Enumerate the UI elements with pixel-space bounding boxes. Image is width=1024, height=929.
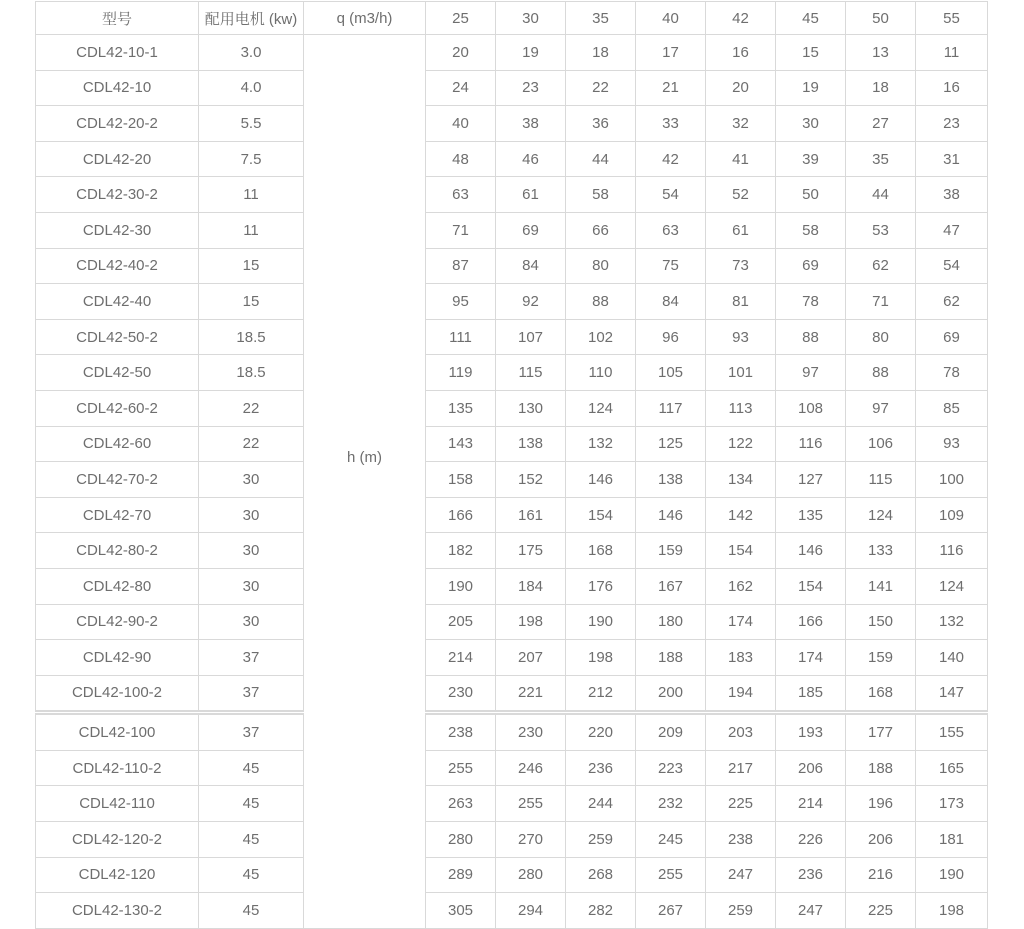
head-value-cell: 111 [426, 319, 496, 355]
head-value-cell: 198 [496, 604, 566, 640]
head-value-cell: 53 [846, 212, 916, 248]
head-value-cell: 138 [496, 426, 566, 462]
head-value-cell: 19 [776, 70, 846, 106]
head-value-cell: 159 [846, 640, 916, 676]
head-value-cell: 223 [636, 750, 706, 786]
motor-power-cell: 11 [199, 212, 304, 248]
table-row [36, 497, 988, 533]
head-value-cell: 214 [426, 640, 496, 676]
head-value-cell: 196 [846, 786, 916, 822]
head-value-cell: 31 [916, 141, 988, 177]
head-value-cell: 166 [426, 497, 496, 533]
head-value-cell: 24 [426, 70, 496, 106]
head-value-cell: 106 [846, 426, 916, 462]
head-value-cell: 158 [426, 462, 496, 498]
head-value-cell: 194 [706, 675, 776, 713]
head-value-cell: 69 [776, 248, 846, 284]
head-value-cell: 40 [426, 106, 496, 142]
head-value-cell: 143 [426, 426, 496, 462]
head-value-cell: 66 [566, 212, 636, 248]
head-value-cell: 18 [566, 35, 636, 71]
model-cell: CDL42-40-2 [36, 248, 199, 284]
head-value-cell: 73 [706, 248, 776, 284]
col-header-flow: q (m3/h) [304, 2, 426, 35]
head-value-cell: 214 [776, 786, 846, 822]
head-value-cell: 183 [706, 640, 776, 676]
head-value-cell: 207 [496, 640, 566, 676]
motor-power-cell: 30 [199, 568, 304, 604]
head-value-cell: 84 [496, 248, 566, 284]
head-value-cell: 206 [846, 822, 916, 858]
head-value-cell: 15 [776, 35, 846, 71]
table-row [36, 284, 988, 320]
model-cell: CDL42-70-2 [36, 462, 199, 498]
head-value-cell: 154 [566, 497, 636, 533]
model-cell: CDL42-40 [36, 284, 199, 320]
head-value-cell: 134 [706, 462, 776, 498]
head-value-cell: 61 [706, 212, 776, 248]
head-value-cell: 168 [846, 675, 916, 713]
head-value-cell: 11 [916, 35, 988, 71]
head-value-cell: 247 [776, 893, 846, 929]
head-value-cell: 19 [496, 35, 566, 71]
head-value-cell: 132 [566, 426, 636, 462]
model-cell: CDL42-80 [36, 568, 199, 604]
head-value-cell: 238 [426, 713, 496, 751]
motor-power-cell: 45 [199, 750, 304, 786]
head-value-cell: 23 [916, 106, 988, 142]
head-value-cell: 32 [706, 106, 776, 142]
table-row [36, 248, 988, 284]
model-cell: CDL42-60-2 [36, 390, 199, 426]
head-value-cell: 209 [636, 713, 706, 751]
model-cell: CDL42-50-2 [36, 319, 199, 355]
pump-spec-table [35, 1, 988, 929]
head-value-cell: 18 [846, 70, 916, 106]
head-value-cell: 107 [496, 319, 566, 355]
head-value-cell: 85 [916, 390, 988, 426]
head-value-cell: 193 [776, 713, 846, 751]
head-value-cell: 212 [566, 675, 636, 713]
col-header-q-55: 55 [916, 2, 988, 35]
motor-power-cell: 45 [199, 893, 304, 929]
motor-power-cell: 30 [199, 462, 304, 498]
table-row [36, 141, 988, 177]
head-value-cell: 75 [636, 248, 706, 284]
head-value-cell: 225 [846, 893, 916, 929]
motor-power-cell: 37 [199, 640, 304, 676]
head-value-cell: 124 [846, 497, 916, 533]
head-value-cell: 280 [426, 822, 496, 858]
head-value-cell: 88 [846, 355, 916, 391]
model-cell: CDL42-30-2 [36, 177, 199, 213]
table-row [36, 319, 988, 355]
head-value-cell: 87 [426, 248, 496, 284]
head-value-cell: 263 [426, 786, 496, 822]
head-value-cell: 52 [706, 177, 776, 213]
head-value-cell: 198 [566, 640, 636, 676]
table-row [36, 893, 988, 929]
head-value-cell: 69 [916, 319, 988, 355]
head-value-cell: 180 [636, 604, 706, 640]
table-row [36, 640, 988, 676]
model-cell: CDL42-130-2 [36, 893, 199, 929]
head-value-cell: 93 [706, 319, 776, 355]
head-value-cell: 238 [706, 822, 776, 858]
head-value-cell: 113 [706, 390, 776, 426]
head-value-cell: 220 [566, 713, 636, 751]
head-value-cell: 154 [776, 568, 846, 604]
head-value-cell: 88 [776, 319, 846, 355]
head-value-cell: 236 [776, 857, 846, 893]
head-value-cell: 132 [916, 604, 988, 640]
head-value-cell: 125 [636, 426, 706, 462]
table-row [36, 390, 988, 426]
head-value-cell: 146 [636, 497, 706, 533]
motor-power-cell: 15 [199, 284, 304, 320]
col-header-q-45: 45 [776, 2, 846, 35]
model-cell: CDL42-10-1 [36, 35, 199, 71]
head-value-cell: 122 [706, 426, 776, 462]
head-value-cell: 16 [706, 35, 776, 71]
head-unit-label: h (m) [347, 448, 382, 466]
head-value-cell: 232 [636, 786, 706, 822]
head-value-cell: 96 [636, 319, 706, 355]
head-value-cell: 205 [426, 604, 496, 640]
table-row [36, 604, 988, 640]
table-row [36, 568, 988, 604]
head-value-cell: 221 [496, 675, 566, 713]
head-value-cell: 188 [636, 640, 706, 676]
model-cell: CDL42-110 [36, 786, 199, 822]
head-value-cell: 185 [776, 675, 846, 713]
motor-power-cell: 30 [199, 497, 304, 533]
head-value-cell: 174 [776, 640, 846, 676]
head-value-cell: 188 [846, 750, 916, 786]
model-cell: CDL42-90-2 [36, 604, 199, 640]
head-value-cell: 38 [916, 177, 988, 213]
head-value-cell: 46 [496, 141, 566, 177]
head-value-cell: 155 [916, 713, 988, 751]
head-value-cell: 58 [566, 177, 636, 213]
head-value-cell: 255 [426, 750, 496, 786]
head-value-cell: 162 [706, 568, 776, 604]
motor-power-cell: 22 [199, 426, 304, 462]
head-value-cell: 173 [916, 786, 988, 822]
head-value-cell: 117 [636, 390, 706, 426]
head-value-cell: 116 [916, 533, 988, 569]
head-value-cell: 168 [566, 533, 636, 569]
model-cell: CDL42-90 [36, 640, 199, 676]
model-cell: CDL42-100-2 [36, 675, 199, 713]
head-value-cell: 92 [496, 284, 566, 320]
head-value-cell: 42 [636, 141, 706, 177]
head-value-cell: 175 [496, 533, 566, 569]
head-value-cell: 255 [496, 786, 566, 822]
head-value-cell: 84 [636, 284, 706, 320]
head-value-cell: 101 [706, 355, 776, 391]
head-value-cell: 23 [496, 70, 566, 106]
table-row [36, 822, 988, 858]
motor-power-cell: 11 [199, 177, 304, 213]
head-value-cell: 81 [706, 284, 776, 320]
head-value-cell: 97 [846, 390, 916, 426]
head-value-cell: 236 [566, 750, 636, 786]
head-value-cell: 22 [566, 70, 636, 106]
head-value-cell: 203 [706, 713, 776, 751]
model-cell: CDL42-20-2 [36, 106, 199, 142]
head-value-cell: 48 [426, 141, 496, 177]
head-value-cell: 109 [916, 497, 988, 533]
head-value-cell: 54 [636, 177, 706, 213]
head-value-cell: 100 [916, 462, 988, 498]
head-value-cell: 190 [916, 857, 988, 893]
head-value-cell: 230 [426, 675, 496, 713]
head-value-cell: 135 [776, 497, 846, 533]
head-value-cell: 124 [566, 390, 636, 426]
head-value-cell: 27 [846, 106, 916, 142]
head-value-cell: 69 [496, 212, 566, 248]
head-value-cell: 176 [566, 568, 636, 604]
table-row [36, 533, 988, 569]
head-value-cell: 268 [566, 857, 636, 893]
motor-power-cell: 15 [199, 248, 304, 284]
head-value-cell: 80 [566, 248, 636, 284]
head-value-cell: 58 [776, 212, 846, 248]
head-value-cell: 54 [916, 248, 988, 284]
head-value-cell: 159 [636, 533, 706, 569]
head-value-cell: 71 [426, 212, 496, 248]
head-value-cell: 259 [566, 822, 636, 858]
head-value-cell: 78 [776, 284, 846, 320]
col-header-q-30: 30 [496, 2, 566, 35]
head-value-cell: 124 [916, 568, 988, 604]
motor-power-cell: 30 [199, 604, 304, 640]
table-row [36, 177, 988, 213]
head-value-cell: 161 [496, 497, 566, 533]
model-cell: CDL42-80-2 [36, 533, 199, 569]
col-header-q-50: 50 [846, 2, 916, 35]
head-value-cell: 190 [426, 568, 496, 604]
head-value-cell: 217 [706, 750, 776, 786]
head-value-cell: 33 [636, 106, 706, 142]
head-value-cell: 246 [496, 750, 566, 786]
table-row [36, 786, 988, 822]
model-cell: CDL42-100 [36, 713, 199, 751]
head-value-cell: 138 [636, 462, 706, 498]
motor-power-cell: 45 [199, 822, 304, 858]
col-header-motor: 配用电机 (kw) [199, 2, 304, 35]
head-value-cell: 88 [566, 284, 636, 320]
head-value-cell: 244 [566, 786, 636, 822]
head-value-cell: 245 [636, 822, 706, 858]
motor-power-cell: 18.5 [199, 319, 304, 355]
head-value-cell: 177 [846, 713, 916, 751]
col-header-model: 型号 [36, 2, 199, 35]
head-value-cell: 97 [776, 355, 846, 391]
head-value-cell: 282 [566, 893, 636, 929]
head-value-cell: 39 [776, 141, 846, 177]
motor-power-cell: 45 [199, 857, 304, 893]
head-value-cell: 140 [916, 640, 988, 676]
head-value-cell: 17 [636, 35, 706, 71]
head-value-cell: 78 [916, 355, 988, 391]
head-value-cell: 181 [916, 822, 988, 858]
head-value-cell: 141 [846, 568, 916, 604]
head-value-cell: 71 [846, 284, 916, 320]
head-value-cell: 190 [566, 604, 636, 640]
head-value-cell: 63 [636, 212, 706, 248]
model-cell: CDL42-110-2 [36, 750, 199, 786]
head-value-cell: 167 [636, 568, 706, 604]
model-cell: CDL42-70 [36, 497, 199, 533]
head-value-cell: 38 [496, 106, 566, 142]
motor-power-cell: 3.0 [199, 35, 304, 71]
head-value-cell: 152 [496, 462, 566, 498]
motor-power-cell: 7.5 [199, 141, 304, 177]
head-value-cell: 135 [426, 390, 496, 426]
head-value-cell: 115 [846, 462, 916, 498]
head-value-cell: 230 [496, 713, 566, 751]
head-value-cell: 44 [846, 177, 916, 213]
col-header-q-40: 40 [636, 2, 706, 35]
head-value-cell: 95 [426, 284, 496, 320]
head-value-cell: 247 [706, 857, 776, 893]
motor-power-cell: 4.0 [199, 70, 304, 106]
model-cell: CDL42-20 [36, 141, 199, 177]
head-value-cell: 105 [636, 355, 706, 391]
head-value-cell: 47 [916, 212, 988, 248]
head-value-cell: 133 [846, 533, 916, 569]
head-value-cell: 41 [706, 141, 776, 177]
col-header-q-25: 25 [426, 2, 496, 35]
head-value-cell: 35 [846, 141, 916, 177]
motor-power-cell: 37 [199, 713, 304, 751]
table-row [36, 70, 988, 106]
table-row [36, 35, 988, 71]
head-value-cell: 267 [636, 893, 706, 929]
head-value-cell: 102 [566, 319, 636, 355]
head-value-cell: 154 [706, 533, 776, 569]
head-value-cell: 61 [496, 177, 566, 213]
head-value-cell: 44 [566, 141, 636, 177]
head-value-cell: 174 [706, 604, 776, 640]
table-row [36, 212, 988, 248]
head-value-cell: 62 [916, 284, 988, 320]
model-cell: CDL42-10 [36, 70, 199, 106]
head-value-cell: 198 [916, 893, 988, 929]
head-value-cell: 166 [776, 604, 846, 640]
head-value-cell: 130 [496, 390, 566, 426]
head-value-cell: 165 [916, 750, 988, 786]
head-value-cell: 182 [426, 533, 496, 569]
head-value-cell: 20 [706, 70, 776, 106]
head-value-cell: 116 [776, 426, 846, 462]
head-value-cell: 115 [496, 355, 566, 391]
table-row [36, 426, 988, 462]
head-value-cell: 206 [776, 750, 846, 786]
motor-power-cell: 18.5 [199, 355, 304, 391]
table-row [36, 355, 988, 391]
head-value-cell: 127 [776, 462, 846, 498]
head-value-cell: 255 [636, 857, 706, 893]
head-value-cell: 294 [496, 893, 566, 929]
head-value-cell: 30 [776, 106, 846, 142]
head-value-cell: 108 [776, 390, 846, 426]
table-row [36, 750, 988, 786]
head-value-cell: 16 [916, 70, 988, 106]
head-value-cell: 147 [916, 675, 988, 713]
head-value-cell: 62 [846, 248, 916, 284]
table-row [36, 713, 988, 751]
head-value-cell: 110 [566, 355, 636, 391]
head-value-cell: 146 [776, 533, 846, 569]
head-value-cell: 289 [426, 857, 496, 893]
model-cell: CDL42-120 [36, 857, 199, 893]
head-value-cell: 21 [636, 70, 706, 106]
header-row [36, 2, 988, 35]
head-value-cell: 150 [846, 604, 916, 640]
head-value-cell: 146 [566, 462, 636, 498]
motor-power-cell: 45 [199, 786, 304, 822]
model-cell: CDL42-120-2 [36, 822, 199, 858]
head-value-cell: 20 [426, 35, 496, 71]
head-value-cell: 216 [846, 857, 916, 893]
head-value-cell: 225 [706, 786, 776, 822]
table-row [36, 106, 988, 142]
model-cell: CDL42-50 [36, 355, 199, 391]
motor-power-cell: 30 [199, 533, 304, 569]
table-row [36, 857, 988, 893]
head-value-cell: 305 [426, 893, 496, 929]
table-row [36, 675, 988, 713]
model-cell: CDL42-60 [36, 426, 199, 462]
head-unit-merged-cell [304, 35, 426, 929]
col-header-q-42: 42 [706, 2, 776, 35]
head-value-cell: 184 [496, 568, 566, 604]
head-value-cell: 36 [566, 106, 636, 142]
head-value-cell: 50 [776, 177, 846, 213]
motor-power-cell: 37 [199, 675, 304, 713]
model-cell: CDL42-30 [36, 212, 199, 248]
col-header-q-35: 35 [566, 2, 636, 35]
motor-power-cell: 22 [199, 390, 304, 426]
head-value-cell: 93 [916, 426, 988, 462]
table-row [36, 462, 988, 498]
head-value-cell: 63 [426, 177, 496, 213]
head-value-cell: 80 [846, 319, 916, 355]
motor-power-cell: 5.5 [199, 106, 304, 142]
head-value-cell: 280 [496, 857, 566, 893]
head-value-cell: 200 [636, 675, 706, 713]
head-value-cell: 142 [706, 497, 776, 533]
head-value-cell: 226 [776, 822, 846, 858]
head-value-cell: 259 [706, 893, 776, 929]
head-value-cell: 270 [496, 822, 566, 858]
head-value-cell: 13 [846, 35, 916, 71]
head-value-cell: 119 [426, 355, 496, 391]
